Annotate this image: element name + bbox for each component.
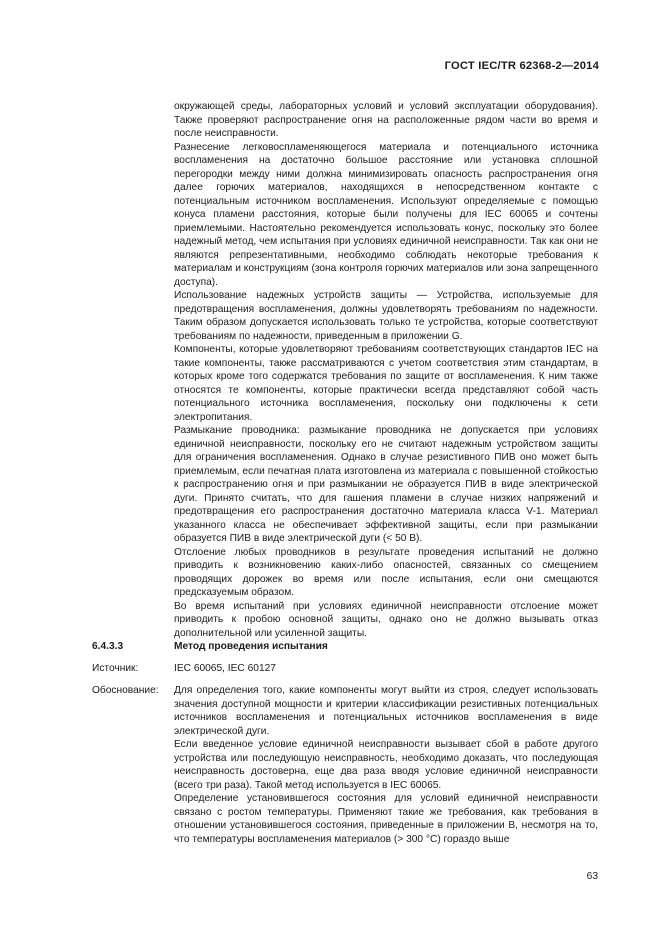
document-header: ГОСТ IEC/TR 62368-2—2014 [444, 60, 599, 72]
source-row [92, 662, 598, 676]
paragraph: Разнесение легковоспламеняющегося материала и потенциального источника воспламенения на достаточно большое расстояние или установка сплошной перегородки между ними должна минимизировать опасность распространения огня далее горючих материалов, находящихся в непосредственном контакте с потенциальным источником воспламенения. Используют определяемые с помощью конуса пламени расстояния, которые были получены для IEC 60065 и сочтены приемлемыми. Настоятельно рекомендуется использовать конус, поскольку это более надежный метод, чем испытания при условиях единичной неисправности. Так как они не являются репрезентативными, необходимо соблюдать некоторые требования к материалам и конструкциям (зона контроля горючих материалов или зона запрещенного доступа). [174, 141, 598, 288]
section-heading [92, 640, 598, 654]
source-value: IEC 60065, IEC 60127 [174, 663, 276, 674]
paragraph: Компоненты, которые удовлетворяют требованиям соответствующих стандартов IEC на такие компоненты, также рассматриваются с учетом соответствия этим стандартам, в которых кроме того содержатся требования по защите от воспламенения. К ним также относятся те компоненты, которые практически всегда представляют собой часть потенциального источника воспламенения, поскольку они подключены к сети электропитания. [174, 344, 598, 423]
paragraph: Отслоение любых проводников в результате проведения испытаний не должно приводить к возникновению каких-либо опасностей, связанных со смещением проводящих дорожек во время или после испытания, если они смещаются предсказуемым образом. [174, 546, 598, 598]
paragraph: Размыкание проводника: размыкание проводника не допускается при условиях единичной неисправности, поскольку его не считают надежным устройством защиты для ограничения воспламенения. Однако в случае резистивного ПИВ оно может быть приемлемым, если печатная плата изготовлена из материала с повышенной стойкостью к распространению огня и при размыкании не образуется ПИВ в виде электрической дуги. Принято считать, что для гашения пламени в случае низких напряжений и предотвращения его распространения достаточно материала класса V-1. Материал указанного класса не обеспечивает эффективной защиты, если при размыкании образуется ПИВ в виде электрической дуги (< 50 В). [174, 425, 598, 544]
paragraph: Если введенное условие единичной неисправности вызывает сбой в работе другого устройства или последующую неисправность, необходимо доказать, что последующая неисправность достоверна, еще два раза вводя условие единичной неисправности (всего три раза). Такой метод используется в IEC 60065. [174, 739, 598, 791]
section-number: 6.4.3.3 [92, 641, 124, 652]
body-text [174, 100, 598, 640]
paragraph: Для определения того, какие компоненты могут выйти из строя, следует использовать значения доступной мощности и критерии классификации резистивных потенциальных источников воспламенения и потенциальных источников воспламенения в виде электрической дуги. [174, 685, 598, 737]
rationale-text [174, 684, 598, 846]
rationale-label: Обоснование: [92, 685, 159, 696]
paragraph: Определение установившегося состояния для условий единичной неисправности связано с ростом температуры. Применяют такие же требования, как требования в отношении установившегося состояния, приведенные в приложении B, несмотря на то, что температуры воспламенения материалов (> 300 °C) гораздо выше [174, 793, 598, 845]
rationale-row [92, 684, 598, 846]
paragraph: окружающей среды, лабораторных условий и условий эксплуатации оборудования). Также проверяют распространение огня на расположенные рядом части во время и после неисправности. [174, 101, 598, 139]
paragraph: Использование надежных устройств защиты — Устройства, используемые для предотвращения воспламенения, должны удовлетворять требованиям по надежности. Таким образом допускается использовать только те устройства, которые соответствуют требованиям по надежности, приведенным в приложении G. [174, 290, 598, 342]
page-number: 63 [586, 871, 598, 882]
paragraph: Во время испытаний при условиях единичной неисправности отслоение может приводить к пробою основной защиты, однако оно не должно вызывать отказ дополнительной или усиленной защиты. [174, 600, 598, 639]
section-title: Метод проведения испытания [174, 641, 328, 652]
source-label: Источник: [92, 663, 139, 674]
